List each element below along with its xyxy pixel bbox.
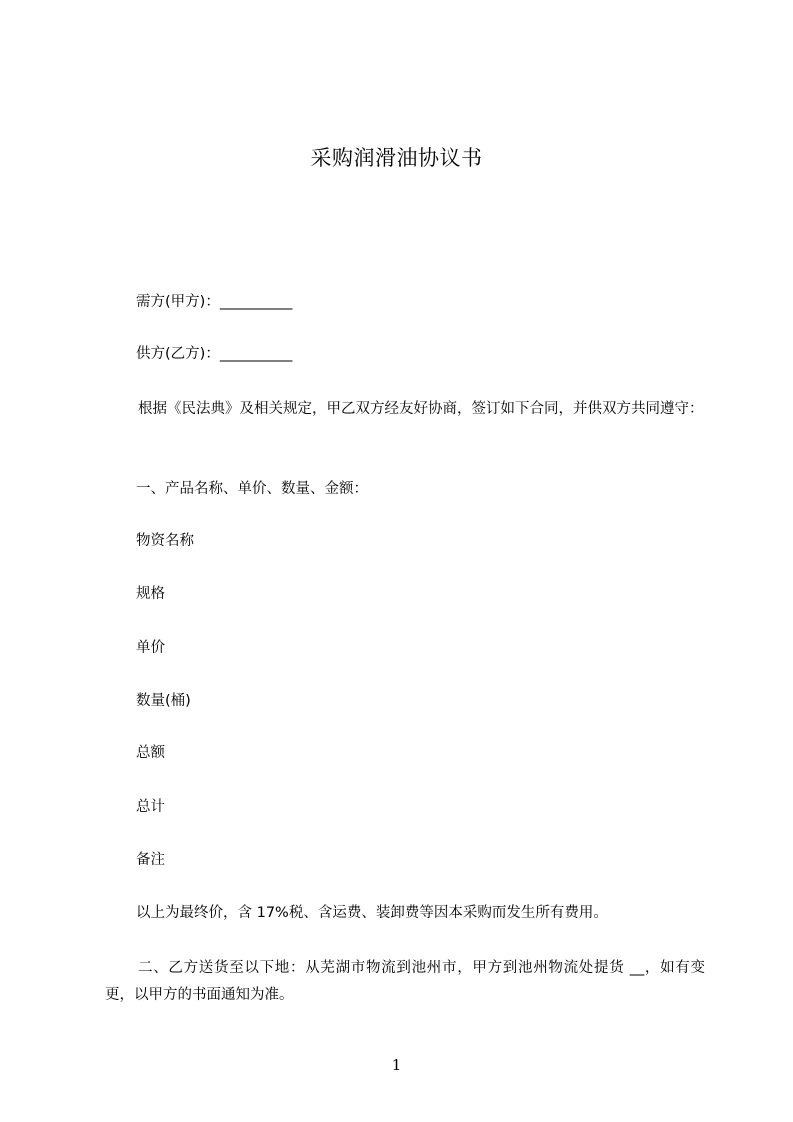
price-note: 以上为最终价，含 17%税、含运费、装卸费等因本采购而发生所有费用。 — [136, 905, 608, 921]
item-remarks: 备注 — [136, 852, 165, 868]
item-spec: 规格 — [136, 586, 165, 602]
item-material-name: 物资名称 — [136, 533, 194, 549]
intro-paragraph: 根据《民法典》及相关规定，甲乙双方经友好协商，签订如下合同，并供双方共同遵守： — [138, 401, 704, 417]
item-quantity: 数量(桶) — [136, 693, 191, 709]
document-title: 采购润滑油协议书 — [310, 146, 483, 170]
item-amount: 总额 — [136, 745, 165, 761]
buyer-line: 需方(甲方)：__________ — [136, 294, 293, 310]
item-total: 总计 — [136, 799, 165, 815]
supplier-line: 供方(乙方)：__________ — [136, 346, 293, 362]
section2-paragraph: 二、乙方送货至以下地：从芜湖市物流到池州市，甲方到池州物流处提货 __，如有变更，以甲方的书面通知为准。 — [105, 960, 705, 1003]
page-number: 1 — [391, 1056, 402, 1074]
section1-heading: 一、产品名称、单价、数量、金额： — [136, 481, 368, 497]
item-unit-price: 单价 — [136, 640, 165, 656]
